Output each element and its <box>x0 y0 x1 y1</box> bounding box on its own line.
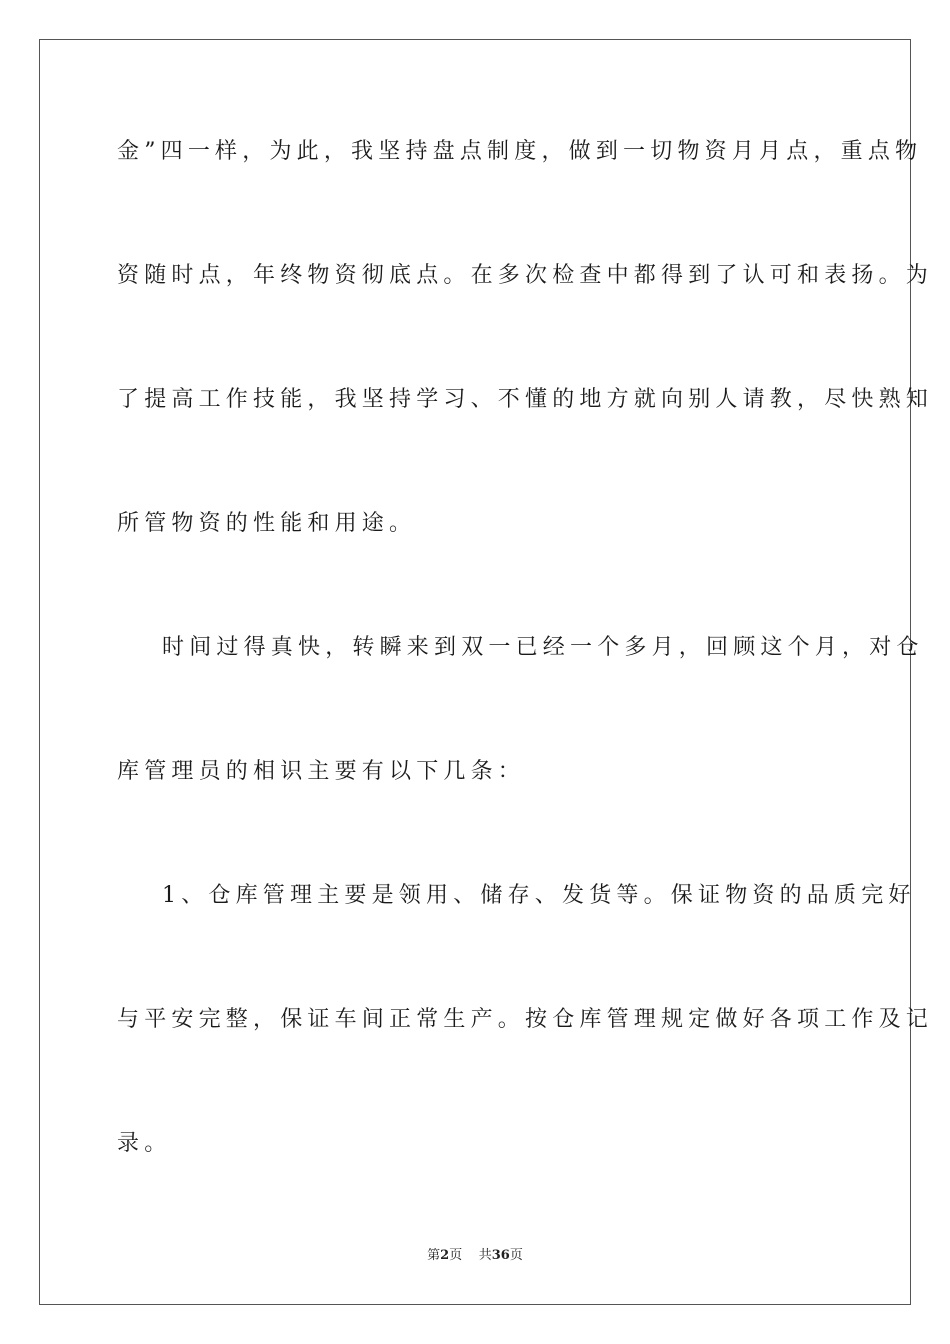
body-line-6: 库管理员的相识主要有以下几条： <box>117 759 526 784</box>
body-line-7: 1、仓库管理主要是领用、储存、发货等。保证物资的品质完好 <box>162 883 916 908</box>
footer-page-number: 2 <box>440 1248 450 1263</box>
page-frame <box>39 39 934 1305</box>
footer-page-prefix: 第 <box>427 1248 441 1263</box>
footer-page-suffix: 页 <box>449 1248 463 1263</box>
body-line-5: 时间过得真快，转瞬来到双一已经一个多月，回顾这个月，对仓 <box>162 635 924 660</box>
page-footer <box>0 1244 950 1263</box>
body-line-9: 录。 <box>117 1131 172 1156</box>
footer-total-pages: 36 <box>491 1248 510 1263</box>
footer-total-suffix: 页 <box>509 1248 523 1263</box>
footer-total-prefix: 共 <box>478 1248 492 1263</box>
body-line-3: 了提高工作技能，我坚持学习、不懂的地方就向别人请教，尽快熟知 <box>117 387 934 412</box>
body-line-2: 资随时点，年终物资彻底点。在多次检查中都得到了认可和表扬。为 <box>117 263 934 288</box>
body-line-1: 金”四一样，为此，我坚持盘点制度，做到一切物资月月点，重点物 <box>117 139 923 164</box>
body-line-4: 所管物资的性能和用途。 <box>117 511 417 536</box>
body-line-8: 与平安完整，保证车间正常生产。按仓库管理规定做好各项工作及记 <box>117 1007 934 1032</box>
